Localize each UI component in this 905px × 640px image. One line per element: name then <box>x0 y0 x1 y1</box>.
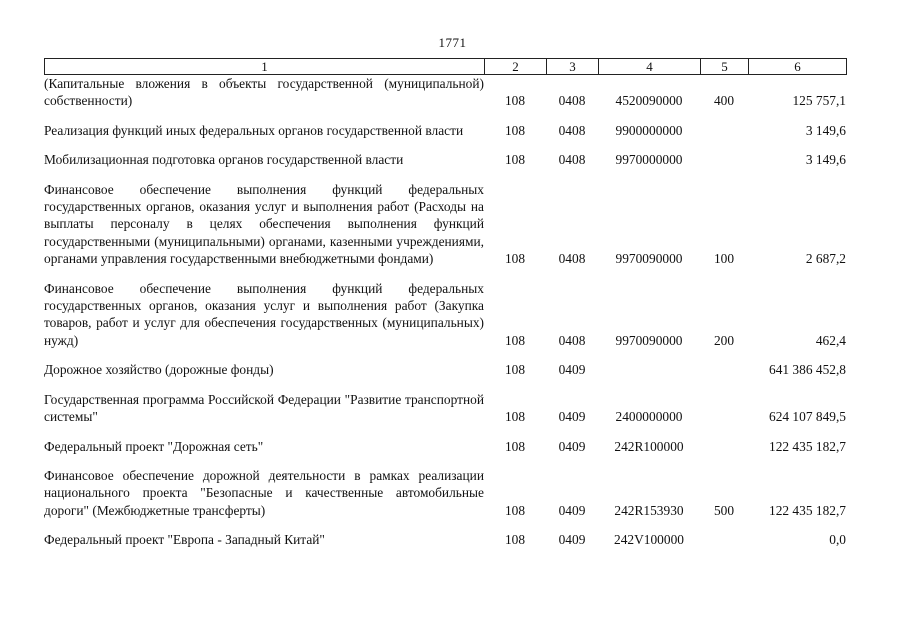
row-amount: 462,4 <box>815 332 846 348</box>
row-section: 0408 <box>558 122 586 138</box>
row-target: 242R100000 <box>614 438 684 454</box>
row-section: 0409 <box>558 362 586 378</box>
page-number: 1771 <box>438 35 467 50</box>
column-header-2: 2 <box>485 59 547 75</box>
column-header-table <box>44 58 847 75</box>
row-section: 0408 <box>558 332 586 348</box>
row-name: Финансовое обеспечение выполнения функций федеральных государственных органов, оказания услуг и выполнения работ (Закупка товаров, работ и услуг для обеспечения государственных (муниципальных) нужд) <box>44 280 484 348</box>
row-name: Реализация функций иных федеральных органов государственной власти <box>44 122 464 138</box>
row-amount: 2 687,2 <box>805 251 846 267</box>
row-target: 242R153930 <box>614 502 684 518</box>
row-name: Финансовое обеспечение дорожной деятельности в рамках реализации национального проекта "Безопасные и качественные автомобильные дороги" (Межбюджетные трансферты) <box>44 467 484 518</box>
row-section: 0408 <box>558 93 586 109</box>
row-target: 4520090000 <box>615 93 683 109</box>
row-target: 9970090000 <box>615 251 683 267</box>
row-code: 108 <box>504 409 526 425</box>
row-amount: 3 149,6 <box>805 122 846 138</box>
row-type: 400 <box>713 93 735 109</box>
row-code: 108 <box>504 332 526 348</box>
row-target: 9970090000 <box>615 332 683 348</box>
row-amount: 641 386 452,8 <box>769 362 846 378</box>
row-code: 108 <box>504 502 526 518</box>
row-section: 0408 <box>558 251 586 267</box>
row-name: Дорожное хозяйство (дорожные фонды) <box>44 362 274 378</box>
row-section: 0409 <box>558 532 586 548</box>
column-header-row <box>45 59 847 75</box>
column-header-6: 6 <box>749 59 847 75</box>
row-section: 0409 <box>558 502 586 518</box>
table-row <box>44 122 846 139</box>
row-amount: 122 435 182,7 <box>769 438 846 454</box>
column-header-5: 5 <box>701 59 749 75</box>
row-amount: 624 107 849,5 <box>769 409 846 425</box>
table-row <box>44 391 846 426</box>
row-name: Государственная программа Российской Федерации "Развитие транспортной системы" <box>44 391 484 425</box>
row-section: 0408 <box>558 152 586 168</box>
row-type: 500 <box>713 502 735 518</box>
column-header-3: 3 <box>547 59 599 75</box>
table-row <box>44 151 846 168</box>
row-code: 108 <box>504 362 526 378</box>
table-row <box>44 531 846 548</box>
row-target: 2400000000 <box>615 409 683 425</box>
table-row <box>44 75 846 110</box>
column-header-4: 4 <box>599 59 701 75</box>
row-code: 108 <box>504 438 526 454</box>
table-row <box>44 280 846 350</box>
row-name: Федеральный проект "Европа - Западный Китай" <box>44 532 325 548</box>
row-name: (Капитальные вложения в объекты государственной (муниципальной) собственности) <box>44 76 484 109</box>
row-code: 108 <box>504 532 526 548</box>
row-name: Федеральный проект "Дорожная сеть" <box>44 438 264 454</box>
row-code: 108 <box>504 122 526 138</box>
row-amount: 3 149,6 <box>805 152 846 168</box>
row-code: 108 <box>504 152 526 168</box>
table-row <box>44 438 846 455</box>
row-code: 108 <box>504 251 526 267</box>
row-target: 9970000000 <box>615 152 683 168</box>
budget-table-body <box>44 75 846 561</box>
row-section: 0409 <box>558 409 586 425</box>
row-type: 200 <box>713 332 735 348</box>
table-row <box>44 181 846 268</box>
row-type: 100 <box>713 251 735 267</box>
table-row <box>44 361 846 378</box>
column-header-1: 1 <box>45 59 485 75</box>
row-amount: 122 435 182,7 <box>769 502 846 518</box>
row-target: 242V100000 <box>614 532 684 548</box>
row-amount: 125 757,1 <box>792 93 846 109</box>
row-amount: 0,0 <box>829 532 846 548</box>
row-code: 108 <box>504 93 526 109</box>
row-name: Финансовое обеспечение выполнения функций федеральных государственных органов, оказания услуг и выполнения работ (Расходы на выплаты персоналу в целях обеспечения выполнения функций государственными (муниципальными) органами, казенными учреждениями, органами управления государственными внебюджетными фондами) <box>44 181 484 267</box>
table-row <box>44 467 846 519</box>
row-section: 0409 <box>558 438 586 454</box>
row-name: Мобилизационная подготовка органов государственной власти <box>44 152 404 168</box>
row-target: 9900000000 <box>615 122 683 138</box>
